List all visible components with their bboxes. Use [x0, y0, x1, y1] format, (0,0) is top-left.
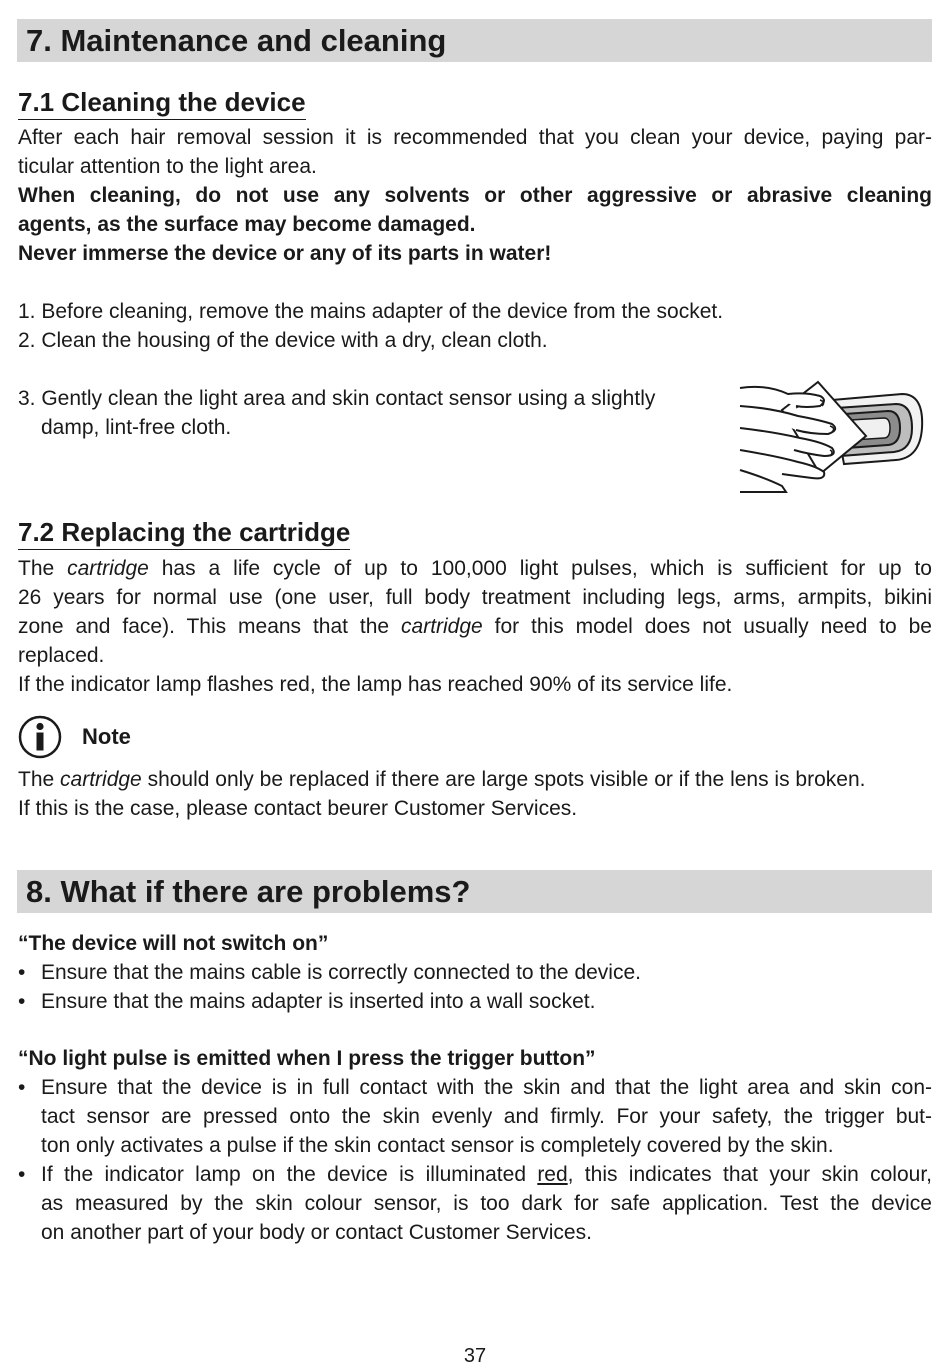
cartridge-para-line-2: 26 years for normal use (one user, full body treatment including legs, arms, armpits, bikini: [18, 586, 932, 609]
cartridge-indicator-text: If the indicator lamp flashes red, the lamp has reached 90% of its service life.: [18, 673, 733, 696]
problem-1-bullet-2: [18, 987, 932, 1016]
cartridge-para-line-3: zone and face). This means that the cartridge for this model does not usually need to be: [18, 615, 932, 638]
note-label: Note: [82, 724, 131, 749]
cleaning-warning-line-1: When cleaning, do not use any solvents or other aggressive or abrasive cleaning: [18, 184, 932, 207]
bullet-icon: •: [18, 1163, 26, 1186]
problem-2-bullet-1-text: [41, 1073, 932, 1160]
page-number: 37: [463, 1345, 487, 1367]
problem-2-bullet-1-line-3: ton only activates a pulse if the skin contact sensor is completely covered by the skin.: [41, 1134, 834, 1157]
section-8-heading: 8. What if there are problems?: [17, 870, 932, 913]
cleaning-warning-line-2: agents, as the surface may become damaged.: [18, 213, 476, 236]
problem-1-bullet-2-text: Ensure that the mains adapter is inserted into a wall socket.: [41, 990, 596, 1013]
cleaning-step-3-line-2: damp, lint-free cloth.: [41, 416, 232, 439]
problem-2-bullet-2-line-3: on another part of your body or contact Customer Services.: [41, 1221, 592, 1244]
cartridge-life-paragraph: [18, 554, 932, 699]
cleaning-intro: [18, 123, 932, 181]
problem-2-bullet-1: [18, 1073, 932, 1160]
subsection-7-1-heading: 7.1 Cleaning the device: [18, 86, 306, 120]
section-7-heading: 7. Maintenance and cleaning: [17, 19, 932, 62]
bullet-icon: •: [18, 1076, 26, 1099]
cartridge-para-line-1: The cartridge has a life cycle of up to 100,000 light pulses, which is sufficient for up to: [18, 557, 932, 580]
problem-1-bullet-1-text: Ensure that the mains cable is correctly connected to the device.: [41, 961, 641, 984]
note-text-line-1: The cartridge should only be replaced if there are large spots visible or if the lens is broken.: [18, 768, 866, 791]
cleaning-step-1: 1. Before cleaning, remove the mains adapter of the device from the socket.: [18, 300, 724, 323]
cleaning-warning: [18, 181, 932, 268]
problem-2-question: “No light pulse is emitted when I press the trigger button”: [18, 1047, 596, 1070]
cartridge-para-line-4: replaced.: [18, 644, 105, 667]
cleaning-intro-line-1: After each hair removal session it is recommended that you clean your device, paying par-: [18, 126, 932, 149]
cleaning-step-3: [18, 384, 655, 442]
note-text-line-2: If this is the case, please contact beurer Customer Services.: [18, 797, 578, 820]
subsection-7-2-heading: 7.2 Replacing the cartridge: [18, 516, 350, 550]
cleaning-step-3-line-1: 3. Gently clean the light area and skin contact sensor using a slightly: [18, 387, 656, 410]
problem-2-bullet-2-line-1: If the indicator lamp on the device is illuminated red, this indicates that your skin colour,: [41, 1163, 932, 1186]
problem-2-bullet-2-line-2: as measured by the skin colour sensor, is too dark for safe application. Test the device: [41, 1192, 932, 1215]
cleaning-intro-line-2: ticular attention to the light area.: [18, 155, 317, 178]
cleaning-step-2: 2. Clean the housing of the device with a dry, clean cloth.: [18, 329, 548, 352]
problem-2-bullet-2-text: [41, 1160, 932, 1247]
bullet-icon: •: [18, 961, 26, 984]
cleaning-warning-line-3: Never immerse the device or any of its parts in water!: [18, 242, 552, 265]
cleaning-illustration: [736, 378, 928, 496]
problem-2-bullet-2: [18, 1160, 932, 1247]
problem-2-bullet-1-line-2: tact sensor are pressed onto the skin evenly and firmly. For your safety, the trigger but-: [41, 1105, 932, 1128]
bullet-icon: •: [18, 990, 26, 1013]
info-icon: [18, 715, 62, 759]
problem-2-bullet-1-line-1: Ensure that the device is in full contact with the skin and that the light area and skin con-: [41, 1076, 932, 1099]
problem-1-question: “The device will not switch on”: [18, 932, 329, 955]
note-text: [18, 765, 932, 823]
problem-1-bullet-1: [18, 958, 932, 987]
